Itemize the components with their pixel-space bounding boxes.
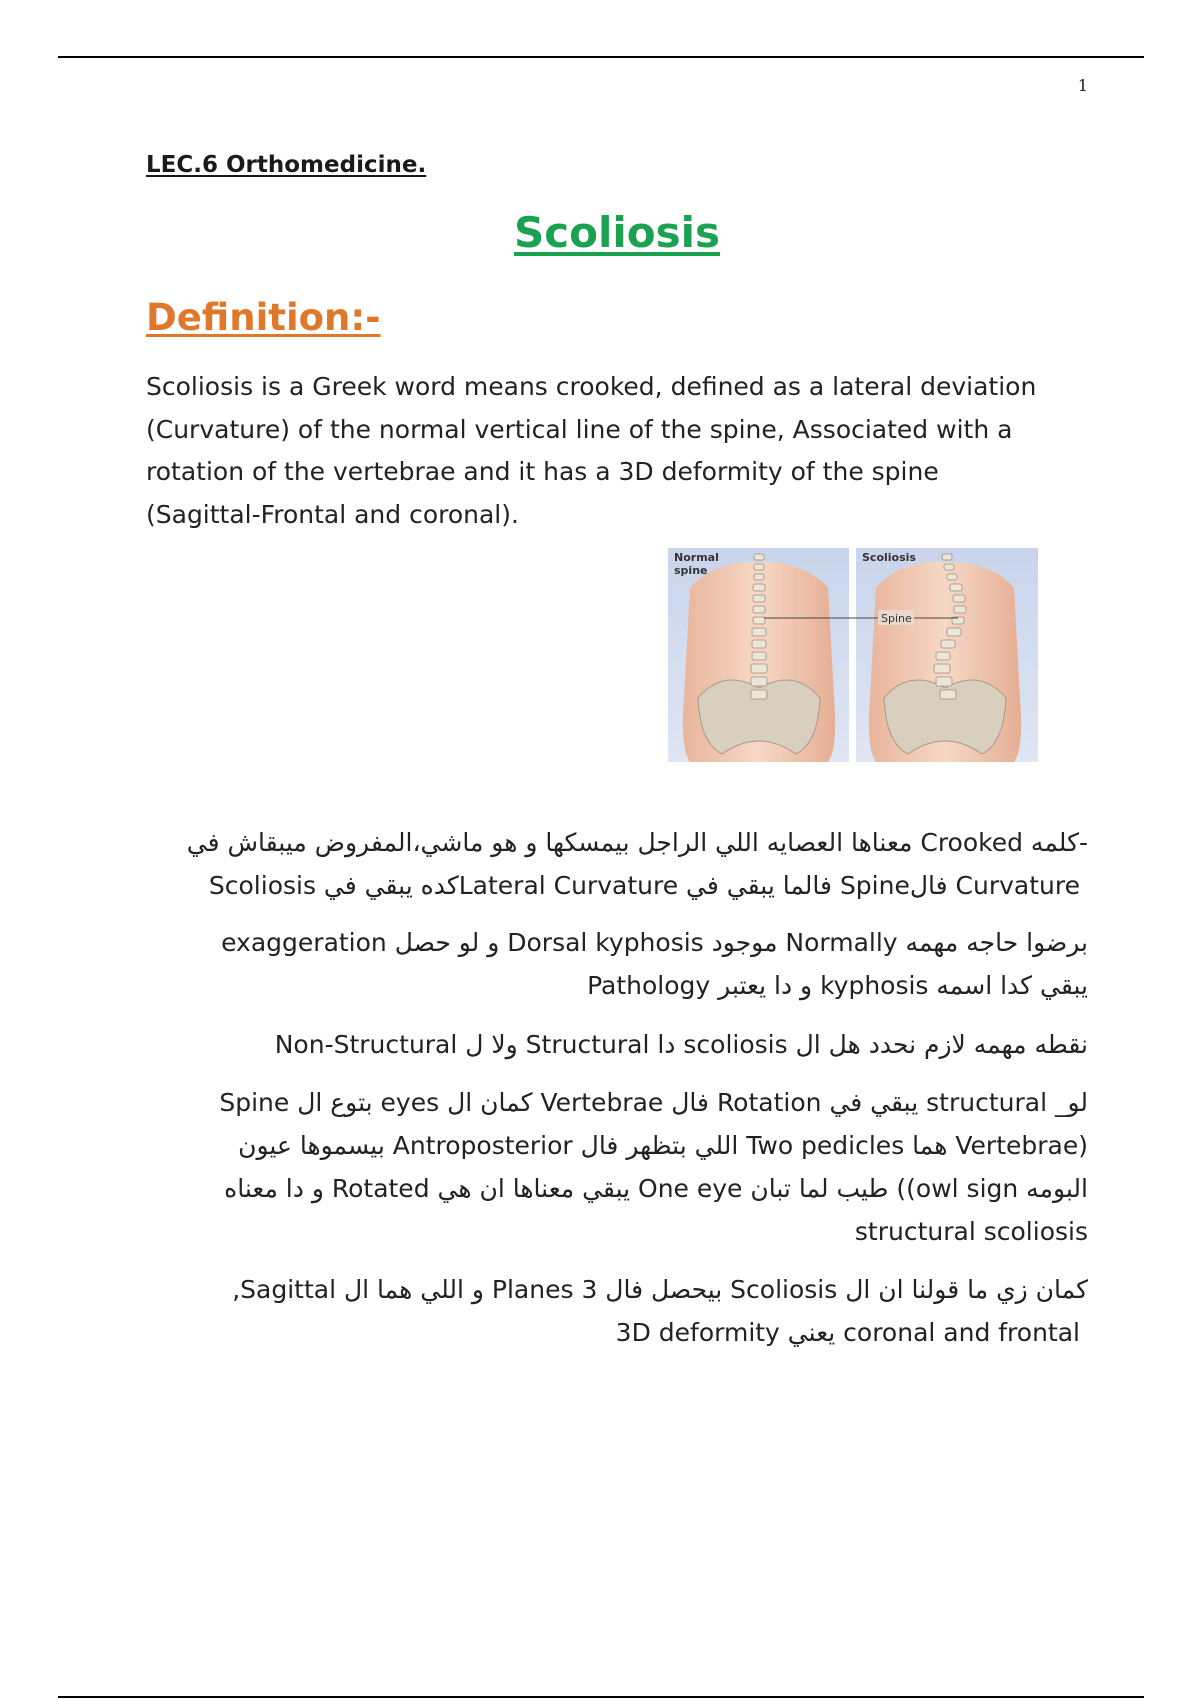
note-line: البومه owl sign)) طيب لما تبان One eye يبقي معناها ان هي Rotated و دا معناه [224,1174,1088,1203]
normal-spine-panel [668,548,849,762]
page-title: Scoliosis [513,208,721,257]
note-paragraph [219,1081,1088,1253]
definition-paragraph [146,366,1086,536]
definition-heading: Definition:- [146,296,381,339]
note-paragraph [275,1023,1088,1066]
note-paragraph [221,921,1088,1007]
scoliosis-label: Scoliosis [862,551,916,564]
note-line: Curvature فالSpine فالما يبقي في Lateral Curvatureكده يبقي في Scoliosis [208,871,1080,900]
spine-comparison-figure [668,548,1038,762]
note-line: نقطه مهمه لازم نحدد هل ال scoliosis دا Structural ولا ل Non-Structural [274,1030,1088,1059]
note-line: (Vertebrae هما Two pedicles اللي بتظهر فال Antroposterior بيسموها عيون [238,1131,1088,1160]
note-line: برضوا حاجه مهمه Normally موجود Dorsal kyphosis و لو حصل exaggeration [221,928,1088,957]
spine-illustration [668,548,1038,762]
note-line: كمان زي ما قولنا ان ال Scoliosis بيحصل فال 3 Planes و اللي هما ال Sagittal, [232,1275,1088,1304]
note-line: coronal and frontal يعني 3D deformity [615,1318,1080,1347]
definition-line: rotation of the vertebrae and it has a 3D deformity of the spine [146,457,939,486]
page-number: 1 [1077,76,1088,95]
definition-line: Scoliosis is a Greek word means crooked, defined as a lateral deviation [146,372,1037,401]
definition-line: (Curvature) of the normal vertical line of the spine, Associated with a [146,414,1013,444]
note-line: يبقي كدا اسمه kyphosis و دا يعتبر Pathology [587,971,1088,1000]
header-rule [58,56,1144,58]
note-paragraph [232,1268,1088,1354]
note-line: لو_ structural يبقي في Rotation فال Vertebrae كمان ال eyes بتوع ال Spine [219,1088,1088,1117]
note-line: -كلمه Crooked معناها العصايه اللي الراجل بيمسكها و هو ماشي،المفروض ميبقاش في [186,828,1088,857]
definition-line: (Sagittal-Frontal and coronal). [146,499,519,529]
normal-spine-label-2: spine [674,564,708,577]
scoliosis-spine-panel [856,548,1038,762]
lecture-title: LEC.6 Orthomedicine. [146,152,427,178]
normal-spine-label-1: Normal [674,551,719,564]
note-paragraph [187,821,1088,907]
note-line: structural scoliosis [854,1217,1088,1246]
footer-rule [58,1696,1144,1698]
spine-pointer-label: Spine [881,612,912,625]
